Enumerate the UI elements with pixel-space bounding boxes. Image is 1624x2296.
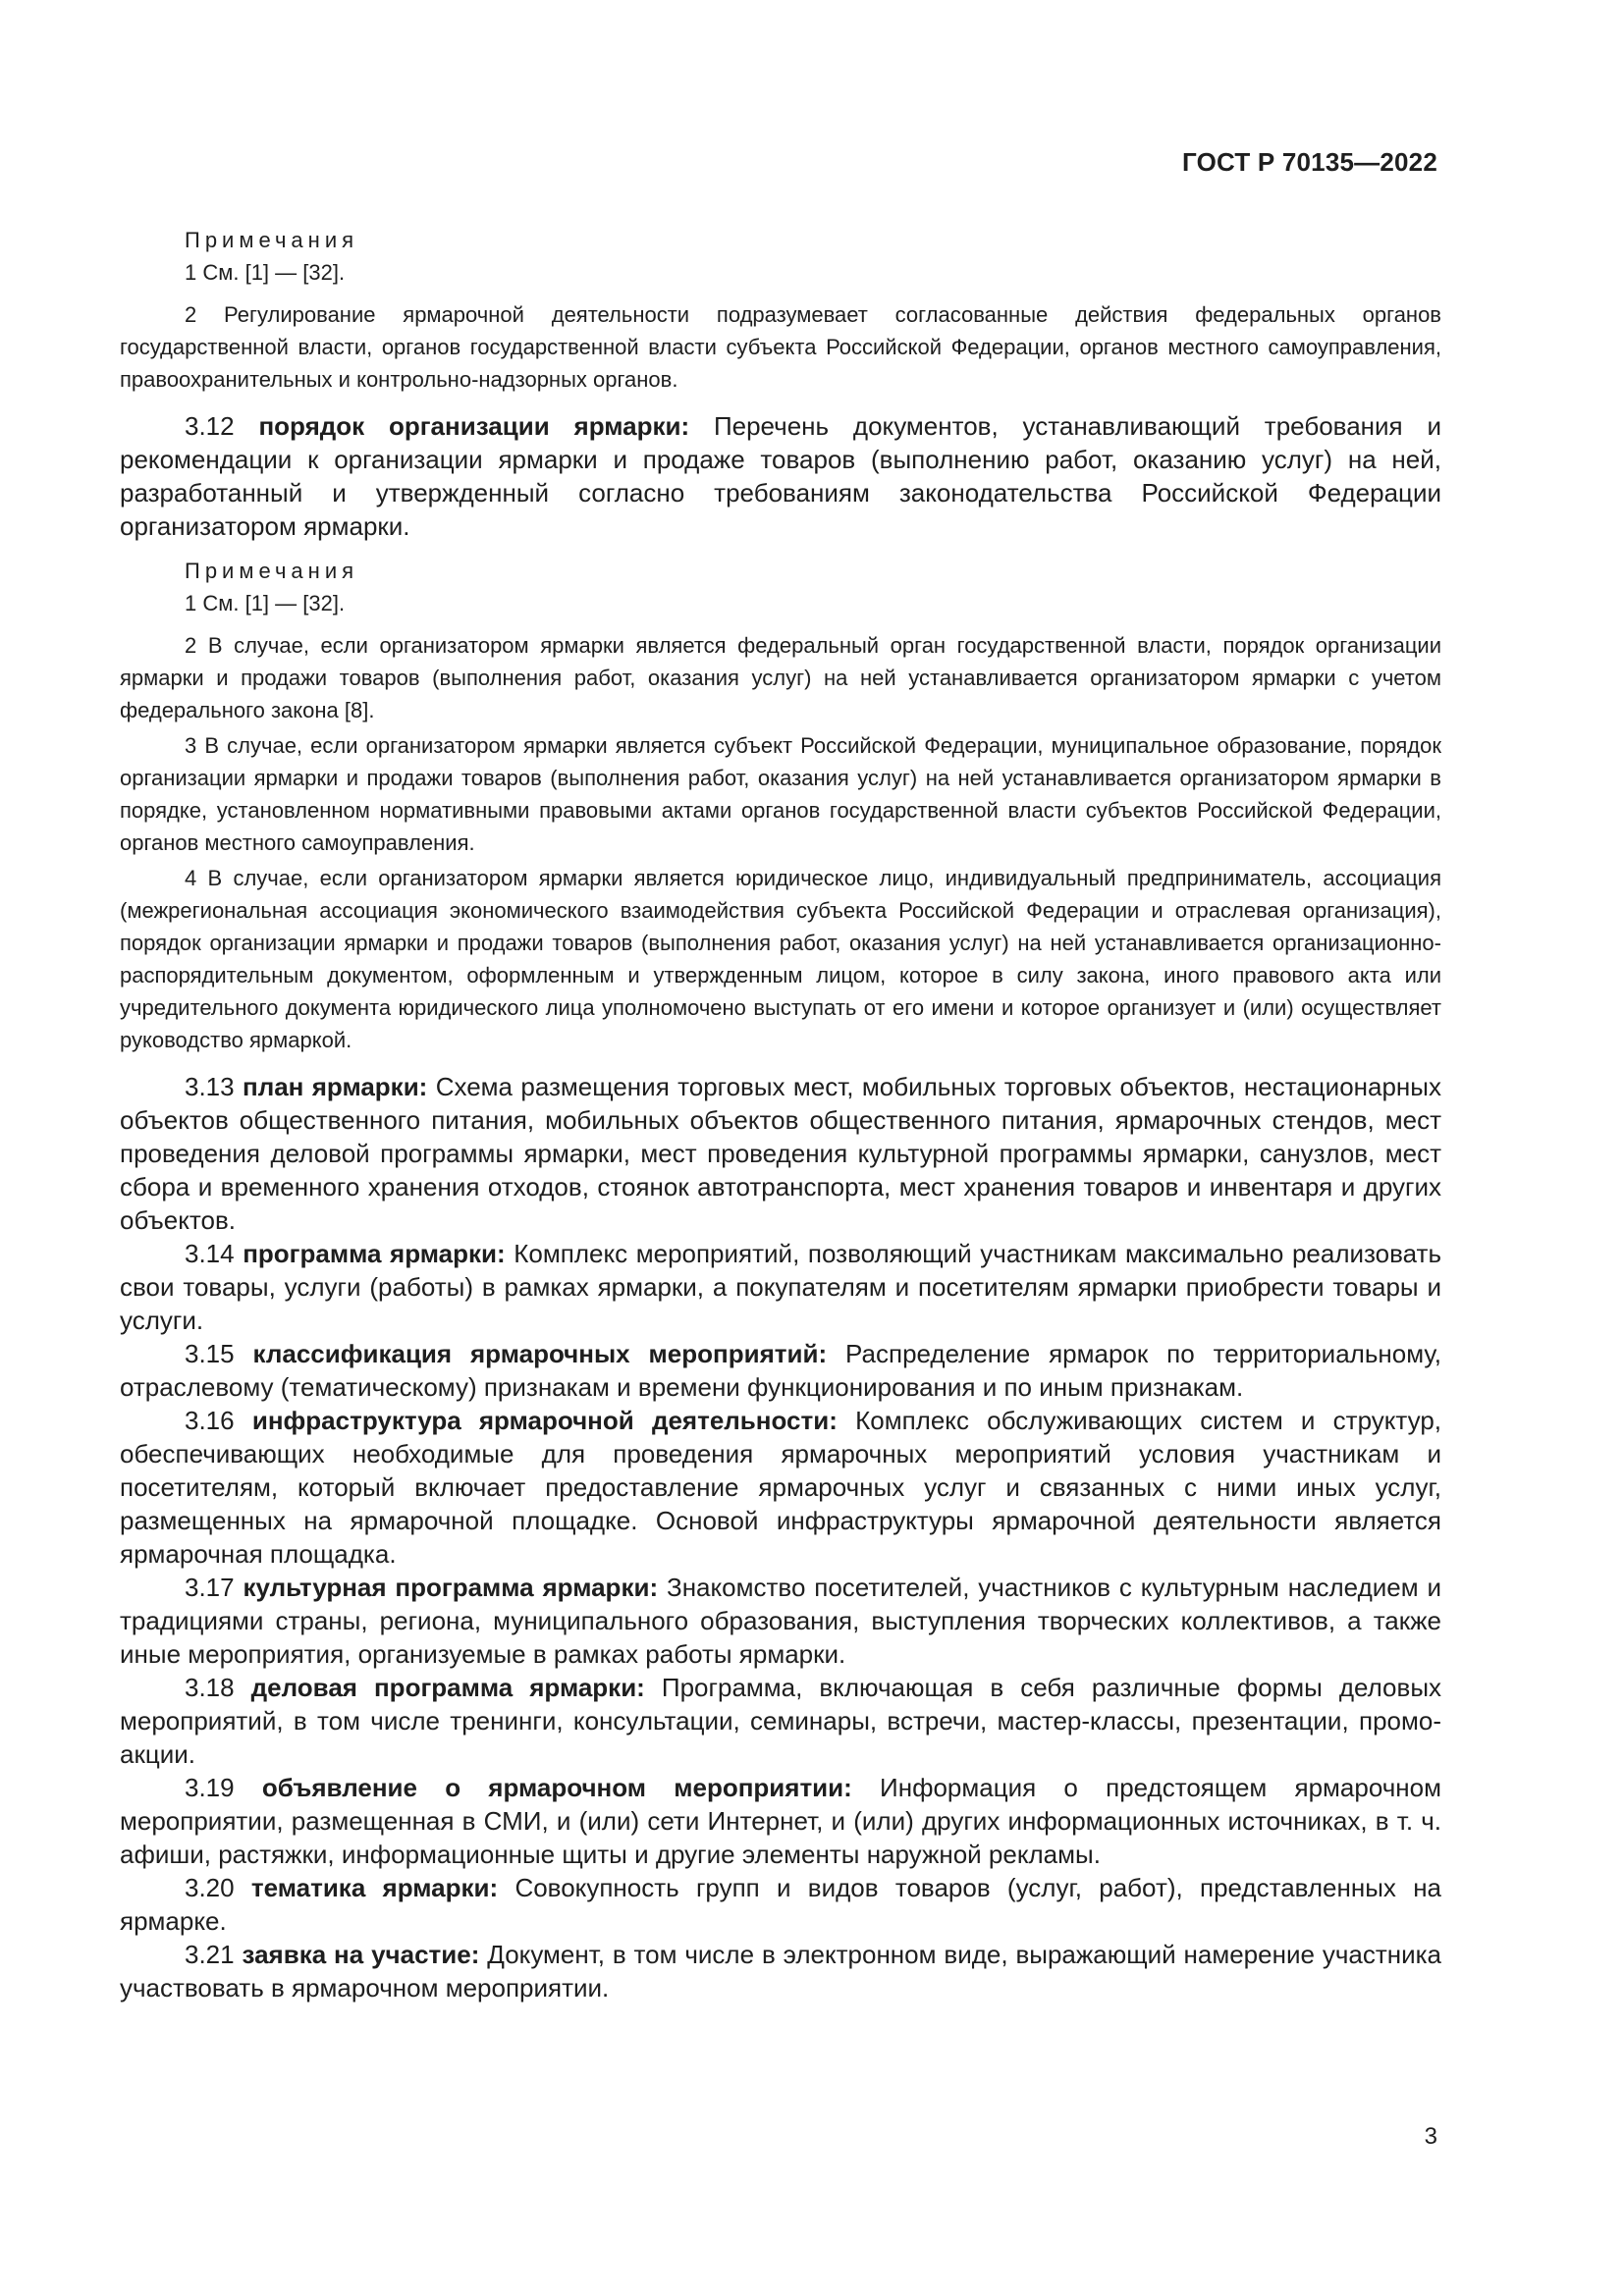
page-content [120, 224, 1441, 2004]
term-definition: Перечень документов, устанавливающий требования и рекомендации к организации ярмарки и продаже товаров (выполнению работ, оказанию услуг) на ней, разработанный и утвержденный согласно требованиям законодательства Российской Федерации организатором ярмарки. [120, 411, 1441, 541]
term-definition: Комплекс обслуживающих систем и структур, обеспечивающих необходимые для проведения ярмарочных мероприятий условия участникам и посетителям, который включает предоставление ярмарочных услуг и связанных с ними иных услуг, размещенных на ярмарочной площадке. Основой инфраструктуры ярмарочной деятельности является ярмарочная площадка. [120, 1406, 1441, 1569]
term-3-19 [120, 1771, 1441, 1871]
term-3-15 [120, 1337, 1441, 1404]
document-header: ГОСТ Р 70135—2022 [1182, 147, 1437, 177]
term-number: 3.21 [185, 1940, 235, 1969]
term-number: 3.19 [185, 1773, 235, 1802]
term-title: деловая программа ярмарки: [250, 1673, 645, 1702]
notes-block-1 [120, 224, 1441, 396]
term-title: план ярмарки: [242, 1072, 428, 1101]
term-definition: Информация о предстоящем ярмарочном мероприятии, размещенная в СМИ, и (или) сети Интернет, и (или) других информационных источниках, в т. ч. афиши, растяжки, информационные щиты и другие элементы наружной рекламы. [120, 1773, 1441, 1869]
term-number: 3.20 [185, 1873, 235, 1902]
term-3-21 [120, 1938, 1441, 2004]
term-number: 3.15 [185, 1339, 235, 1368]
term-definition: Документ, в том числе в электронном виде, выражающий намерение участника участвовать в ярмарочном мероприятии. [120, 1940, 1442, 2002]
term-definition: Схема размещения торговых мест, мобильных торговых объектов, нестационарных объектов общественного питания, мобильных объектов общественного питания, ярмарочных стендов, мест проведения деловой программы ярмарки, мест проведения культурной программы ярмарки, санузлов, мест сбора и временного хранения отходов, стоянок автотранспорта, мест хранения товаров и инвентаря и других объектов. [120, 1072, 1441, 1235]
note-item: 1 См. [1] — [32]. [185, 591, 346, 615]
term-3-20 [120, 1871, 1441, 1938]
note-item: 2 В случае, если организатором ярмарки является федеральный орган государственной власти, порядок организации ярмарки и продажи товаров (выполнения работ, оказания услуг) на ней устанавливается организатором ярмарки с учетом федерального закона [8]. [120, 633, 1441, 722]
term-number: 3.18 [185, 1673, 235, 1702]
term-title: программа ярмарки: [243, 1239, 506, 1268]
notes-heading: Примечания [185, 228, 359, 252]
term-number: 3.12 [185, 411, 235, 441]
term-title: культурная программа ярмарки: [243, 1573, 659, 1602]
term-definition: Совокупность групп и видов товаров (услуг, работ), представленных на ярмарке. [120, 1873, 1442, 1936]
term-3-16 [120, 1404, 1441, 1571]
term-number: 3.14 [185, 1239, 235, 1268]
term-definition: Распределение ярмарок по территориальному, отраслевому (тематическому) признакам и времени функционирования и по иным признакам. [120, 1339, 1441, 1402]
term-title: тематика ярмарки: [250, 1873, 499, 1902]
term-title: классификация ярмарочных мероприятий: [252, 1339, 828, 1368]
term-title: порядок организации ярмарки: [258, 411, 690, 441]
term-3-18 [120, 1671, 1441, 1771]
term-definition: Программа, включающая в себя различные формы деловых мероприятий, в том числе тренинги, консультации, семинары, встречи, мастер-классы, презентации, промо-акции. [120, 1673, 1442, 1769]
note-item: 1 См. [1] — [32]. [185, 260, 346, 285]
term-3-12 [120, 409, 1441, 543]
page-number: 3 [1424, 2123, 1437, 2150]
note-item: 4 В случае, если организатором ярмарки является юридическое лицо, индивидуальный предприниматель, ассоциация (межрегиональная ассоциация экономического взаимодействия субъекта Российской Федерации и отраслевая организация), порядок организации ярмарки и продажи товаров (выполнения работ, оказания услуг) на ней устанавливается организационно-распорядительным документом, оформленным и утвержденным лицом, которое в силу закона, иного правового акта или учредительного документа юридического лица уполномочено выступать от его имени и которое организует и (или) осуществляет руководство ярмаркой. [120, 866, 1441, 1052]
term-title: объявление о ярмарочном мероприятии: [261, 1773, 852, 1802]
term-3-14 [120, 1237, 1441, 1337]
term-title: заявка на участие: [242, 1940, 480, 1969]
term-number: 3.13 [185, 1072, 235, 1101]
term-number: 3.16 [185, 1406, 235, 1435]
notes-block-2 [120, 555, 1441, 1056]
term-definition: Комплекс мероприятий, позволяющий участникам максимально реализовать свои товары, услуги (работы) в рамках ярмарки, а покупателям и посетителям ярмарки приобрести товары и услуги. [120, 1239, 1441, 1335]
term-definition: Знакомство посетителей, участников с культурным наследием и традициями страны, региона, муниципального образования, выступления творческих коллективов, а также иные мероприятия, организуемые в рамках работы ярмарки. [120, 1573, 1441, 1669]
note-item: 2 Регулирование ярмарочной деятельности подразумевает согласованные действия федеральных органов государственной власти, органов государственной власти субъекта Российской Федерации, органов местного самоуправления, правоохранительных и контрольно-надзорных органов. [120, 302, 1441, 392]
term-3-17 [120, 1571, 1441, 1671]
term-number: 3.17 [185, 1573, 235, 1602]
term-3-13 [120, 1070, 1441, 1237]
term-title: инфраструктура ярмарочной деятельности: [251, 1406, 838, 1435]
notes-heading: Примечания [185, 559, 359, 583]
note-item: 3 В случае, если организатором ярмарки является субъект Российской Федерации, муниципальное образование, порядок организации ярмарки и продажи товаров (выполнения работ, оказания услуг) на ней устанавливается организатором ярмарки в порядке, установленном нормативными правовыми актами органов государственной власти субъектов Российской Федерации, органов местного самоуправления. [120, 733, 1441, 855]
